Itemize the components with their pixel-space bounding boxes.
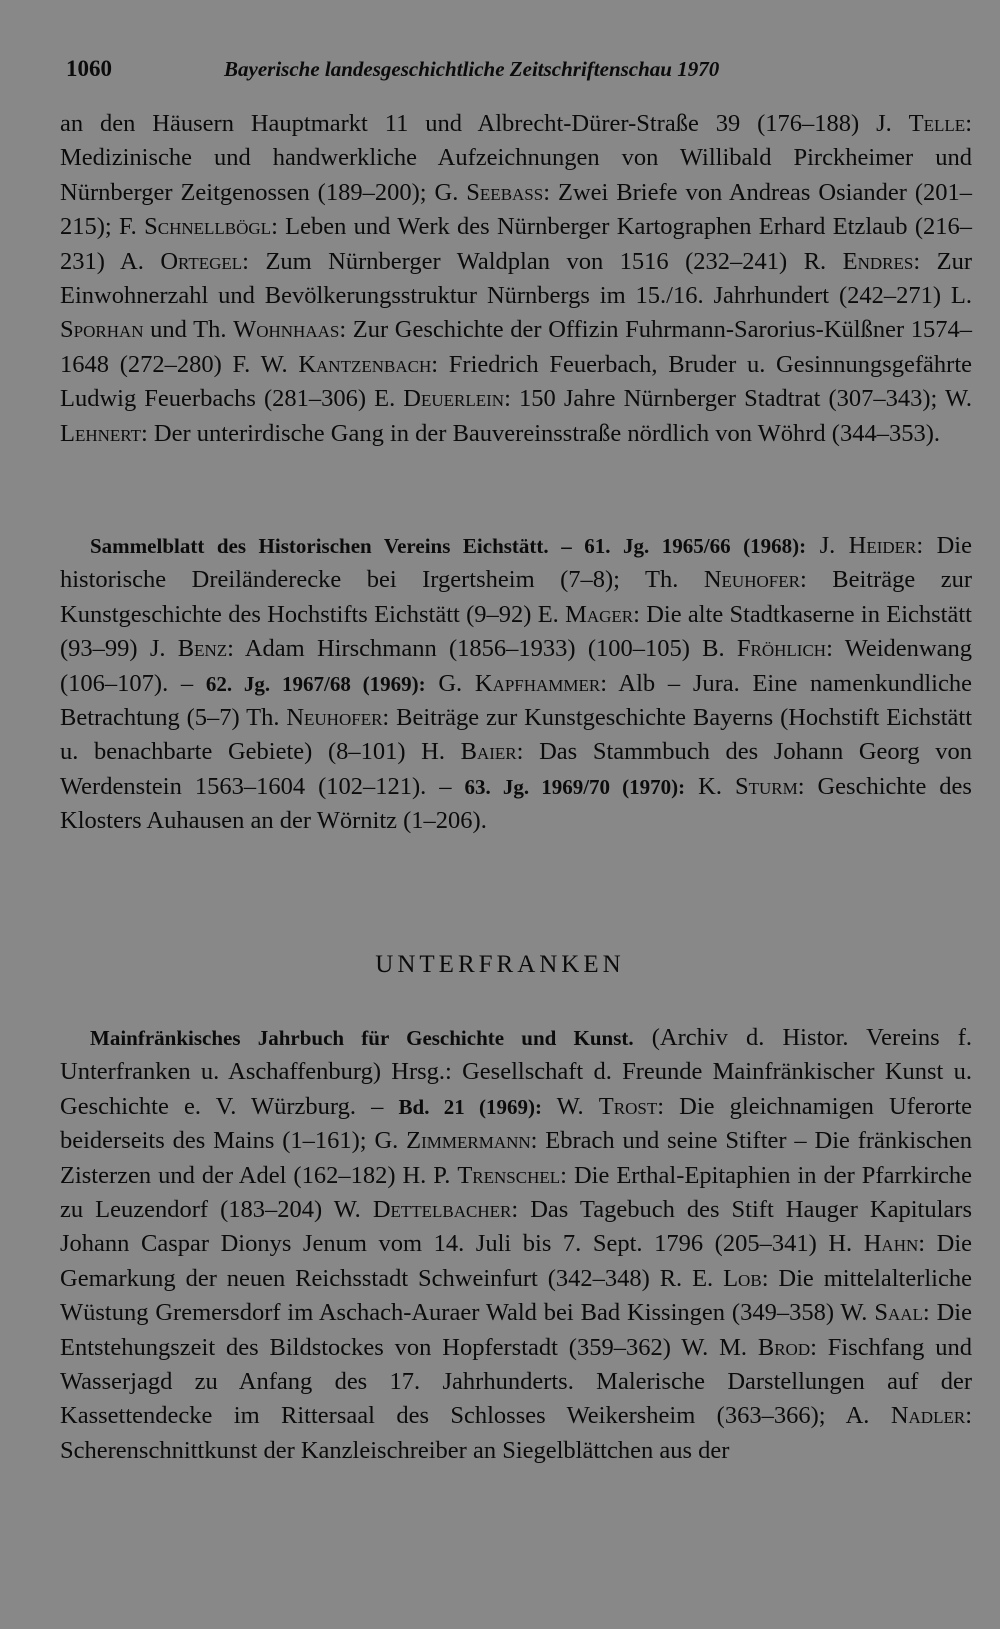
entry-text: G. (425, 669, 475, 697)
author-name: Wohnhaas (233, 316, 340, 344)
page-number: 1060 (66, 56, 112, 81)
author-name: Sturm (734, 772, 798, 800)
bibliography-entry-eichstaett (60, 529, 972, 839)
entry-text: : Das Tagebuch des Stift Hauger Kapitulars Johann Caspar Dionys Jenum vom 14. Juli bis 7. Sept. 1796 (205–341) H. (60, 1196, 972, 1258)
entry-text: : Beiträge zur Kunstgeschichte des Hochstifts Eichstätt (9–92) E. (60, 566, 972, 628)
author-name: Schnellbögl (144, 213, 272, 241)
author-name: Neuhofer (703, 566, 800, 594)
entry-text: : Die gleichnamigen Uferorte beiderseits des Mains (1–161); G. (60, 1092, 972, 1155)
author-name: Ortegel (160, 247, 243, 275)
volume-info: – 61. Jg. 1965/66 (1968): (548, 534, 807, 558)
entry-text: : Friedrich Feuerbach, Bruder u. Gesinnungsgefährte Ludwig Feuerbachs (281–306) E. (60, 350, 972, 413)
entry-text: : Zur Geschichte der Offizin Fuhrmann-Sarorius-Külßner 1574–1648 (272–280) F. W. (60, 316, 972, 378)
entry-text: : Zum Nürnberger Waldplan von 1516 (232–241) R. (242, 247, 843, 275)
entry-text: : Das Stammbuch des Johann Georg von Werdenstein 1563–1604 (102–121). – (60, 738, 973, 800)
journal-title: Mainfränkisches Jahrbuch für Geschichte und Kunst. (90, 1026, 634, 1050)
author-name: Brod (757, 1333, 811, 1361)
author-name: Benz (177, 635, 228, 663)
journal-title: Sammelblatt des Historischen Vereins Eichstätt. (90, 534, 549, 558)
entry-text: : Die Gemarkung der neuen Reichsstadt Schweinfurt (342–348) R. E. (60, 1230, 973, 1292)
author-name: Telle (908, 110, 966, 137)
entry-text: : Zur Einwohnerzahl und Bevölkerungsstruktur Nürnbergs im 15./16. Jahrhundert (242–271) L. (60, 247, 973, 310)
entry-text: : Scherenschnittkunst der Kanzleischreiber an Siegelblättchen aus der (60, 1402, 972, 1464)
author-name: Zimmermann (406, 1127, 531, 1155)
author-name: Deuerlein (403, 385, 505, 413)
entry-text: W. (541, 1092, 599, 1120)
entry-text: : Alb – Jura. Eine namenkundliche Betrachtung (5–7) Th. (60, 669, 972, 732)
entry-text: : Die Erthal-Epitaphien in der Pfarrkirche zu Leuzendorf (183–204) W. (60, 1161, 972, 1224)
entry-text: : Die alte Stadtkaserne in Eichstätt (93–99) J. (60, 600, 972, 663)
author-name: Trenschel (457, 1161, 561, 1189)
author-name: Kapfhammer (474, 669, 601, 697)
volume-info: Bd. 21 (1969): (398, 1094, 542, 1119)
entry-text: : Die historische Dreiländerecke bei Irgertsheim (7–8); Th. (60, 532, 972, 594)
entry-text: : Beiträge zur Kunstgeschichte Bayerns (Hochstift Eichstätt u. benachbarte Gebiete) (8–101) H. (60, 704, 973, 766)
author-name: Seebass (466, 178, 544, 206)
author-name: Baier (460, 738, 517, 766)
entry-text: : Der unterirdische Gang in der Bauvereinsstraße nördlich von Wöhrd (344–353). (141, 419, 940, 447)
entry-text: : Die mittelalterliche Wüstung Gremersdorf im Aschach-Auraer Wald bei Bad Kissingen (349–358) W. (60, 1264, 972, 1327)
page-header (66, 52, 826, 86)
volume-info: 62. Jg. 1967/68 (1969): (205, 671, 426, 696)
author-name: Heider (848, 532, 917, 559)
entry-text: (Archiv d. Histor. Vereins f. Unterfranken u. Aschaffenburg) Hrsg.: Gesellschaft d. Freunde Mainfränkischer Kunst u. Geschichte e. V. Würzburg. – (60, 1024, 972, 1120)
bibliography-entry-mainfraenkisch (60, 1021, 972, 1468)
entry-text: : Weidenwang (106–107). – (60, 635, 972, 697)
entry-text: : Zwei Briefe von Andreas Osiander (201–215); F. (60, 178, 972, 241)
entry-text: : 150 Jahre Nürnberger Stadtrat (307–343); W. (504, 385, 972, 413)
author-name: Trost (598, 1092, 658, 1120)
author-name: Kantzenbach (298, 350, 432, 378)
bibliography-entry-nuernberg (60, 107, 972, 451)
author-name: Lehnert (60, 419, 141, 447)
author-name: Nadler (890, 1402, 966, 1430)
section-heading: UNTERFRANKEN (375, 951, 625, 978)
author-name: Neuhofer (286, 704, 383, 732)
entry-text: : Geschichte des Klosters Auhausen an der Wörnitz (1–206). (60, 772, 972, 835)
author-name: Sporhan (60, 316, 144, 344)
entry-text: an den Häusern Hauptmarkt 11 und Albrecht-Dürer-Straße 39 (176–188) J. (60, 110, 909, 137)
entry-text: K. (685, 772, 735, 800)
entry-text: : Medizinische und handwerkliche Aufzeichnungen von Willibald Pirckheimer und Nürnberger Zeitgenossen (189–200); G. (60, 110, 972, 206)
entry-text: : Leben und Werk des Nürnberger Kartographen Erhard Etzlaub (216–231) A. (60, 213, 972, 275)
author-name: Saal (874, 1299, 923, 1327)
author-name: Endres (842, 247, 914, 275)
author-name: Fröhlich (736, 635, 827, 663)
author-name: Lob (723, 1264, 762, 1292)
running-title: Bayerische landesgeschichtliche Zeitschriftenschau 1970 (224, 57, 720, 81)
entry-text: : Adam Hirschmann (1856–1933) (100–105) B. (227, 635, 737, 663)
entry-text: : Fischfang und Wasserjagd zu Anfang des 17. Jahrhunderts. Malerische Darstellungen auf der Kassettendecke im Rittersaal des Schlosses Weikersheim (363–366); A. (60, 1333, 972, 1430)
entry-text: : Ebrach und seine Stifter – Die fränkischen Zisterzen und der Adel (162–182) H. P. (60, 1127, 973, 1189)
author-name: Hahn (863, 1230, 919, 1258)
volume-info: 63. Jg. 1969/70 (1970): (464, 774, 686, 799)
entry-text: J. (806, 532, 849, 559)
entry-text: und Th. (143, 316, 234, 344)
author-name: Dettelbacher (372, 1196, 512, 1224)
author-name: Mager (565, 600, 634, 628)
entry-text: : Die Entstehungszeit des Bildstockes von Hopferstadt (359–362) W. M. (60, 1299, 972, 1361)
